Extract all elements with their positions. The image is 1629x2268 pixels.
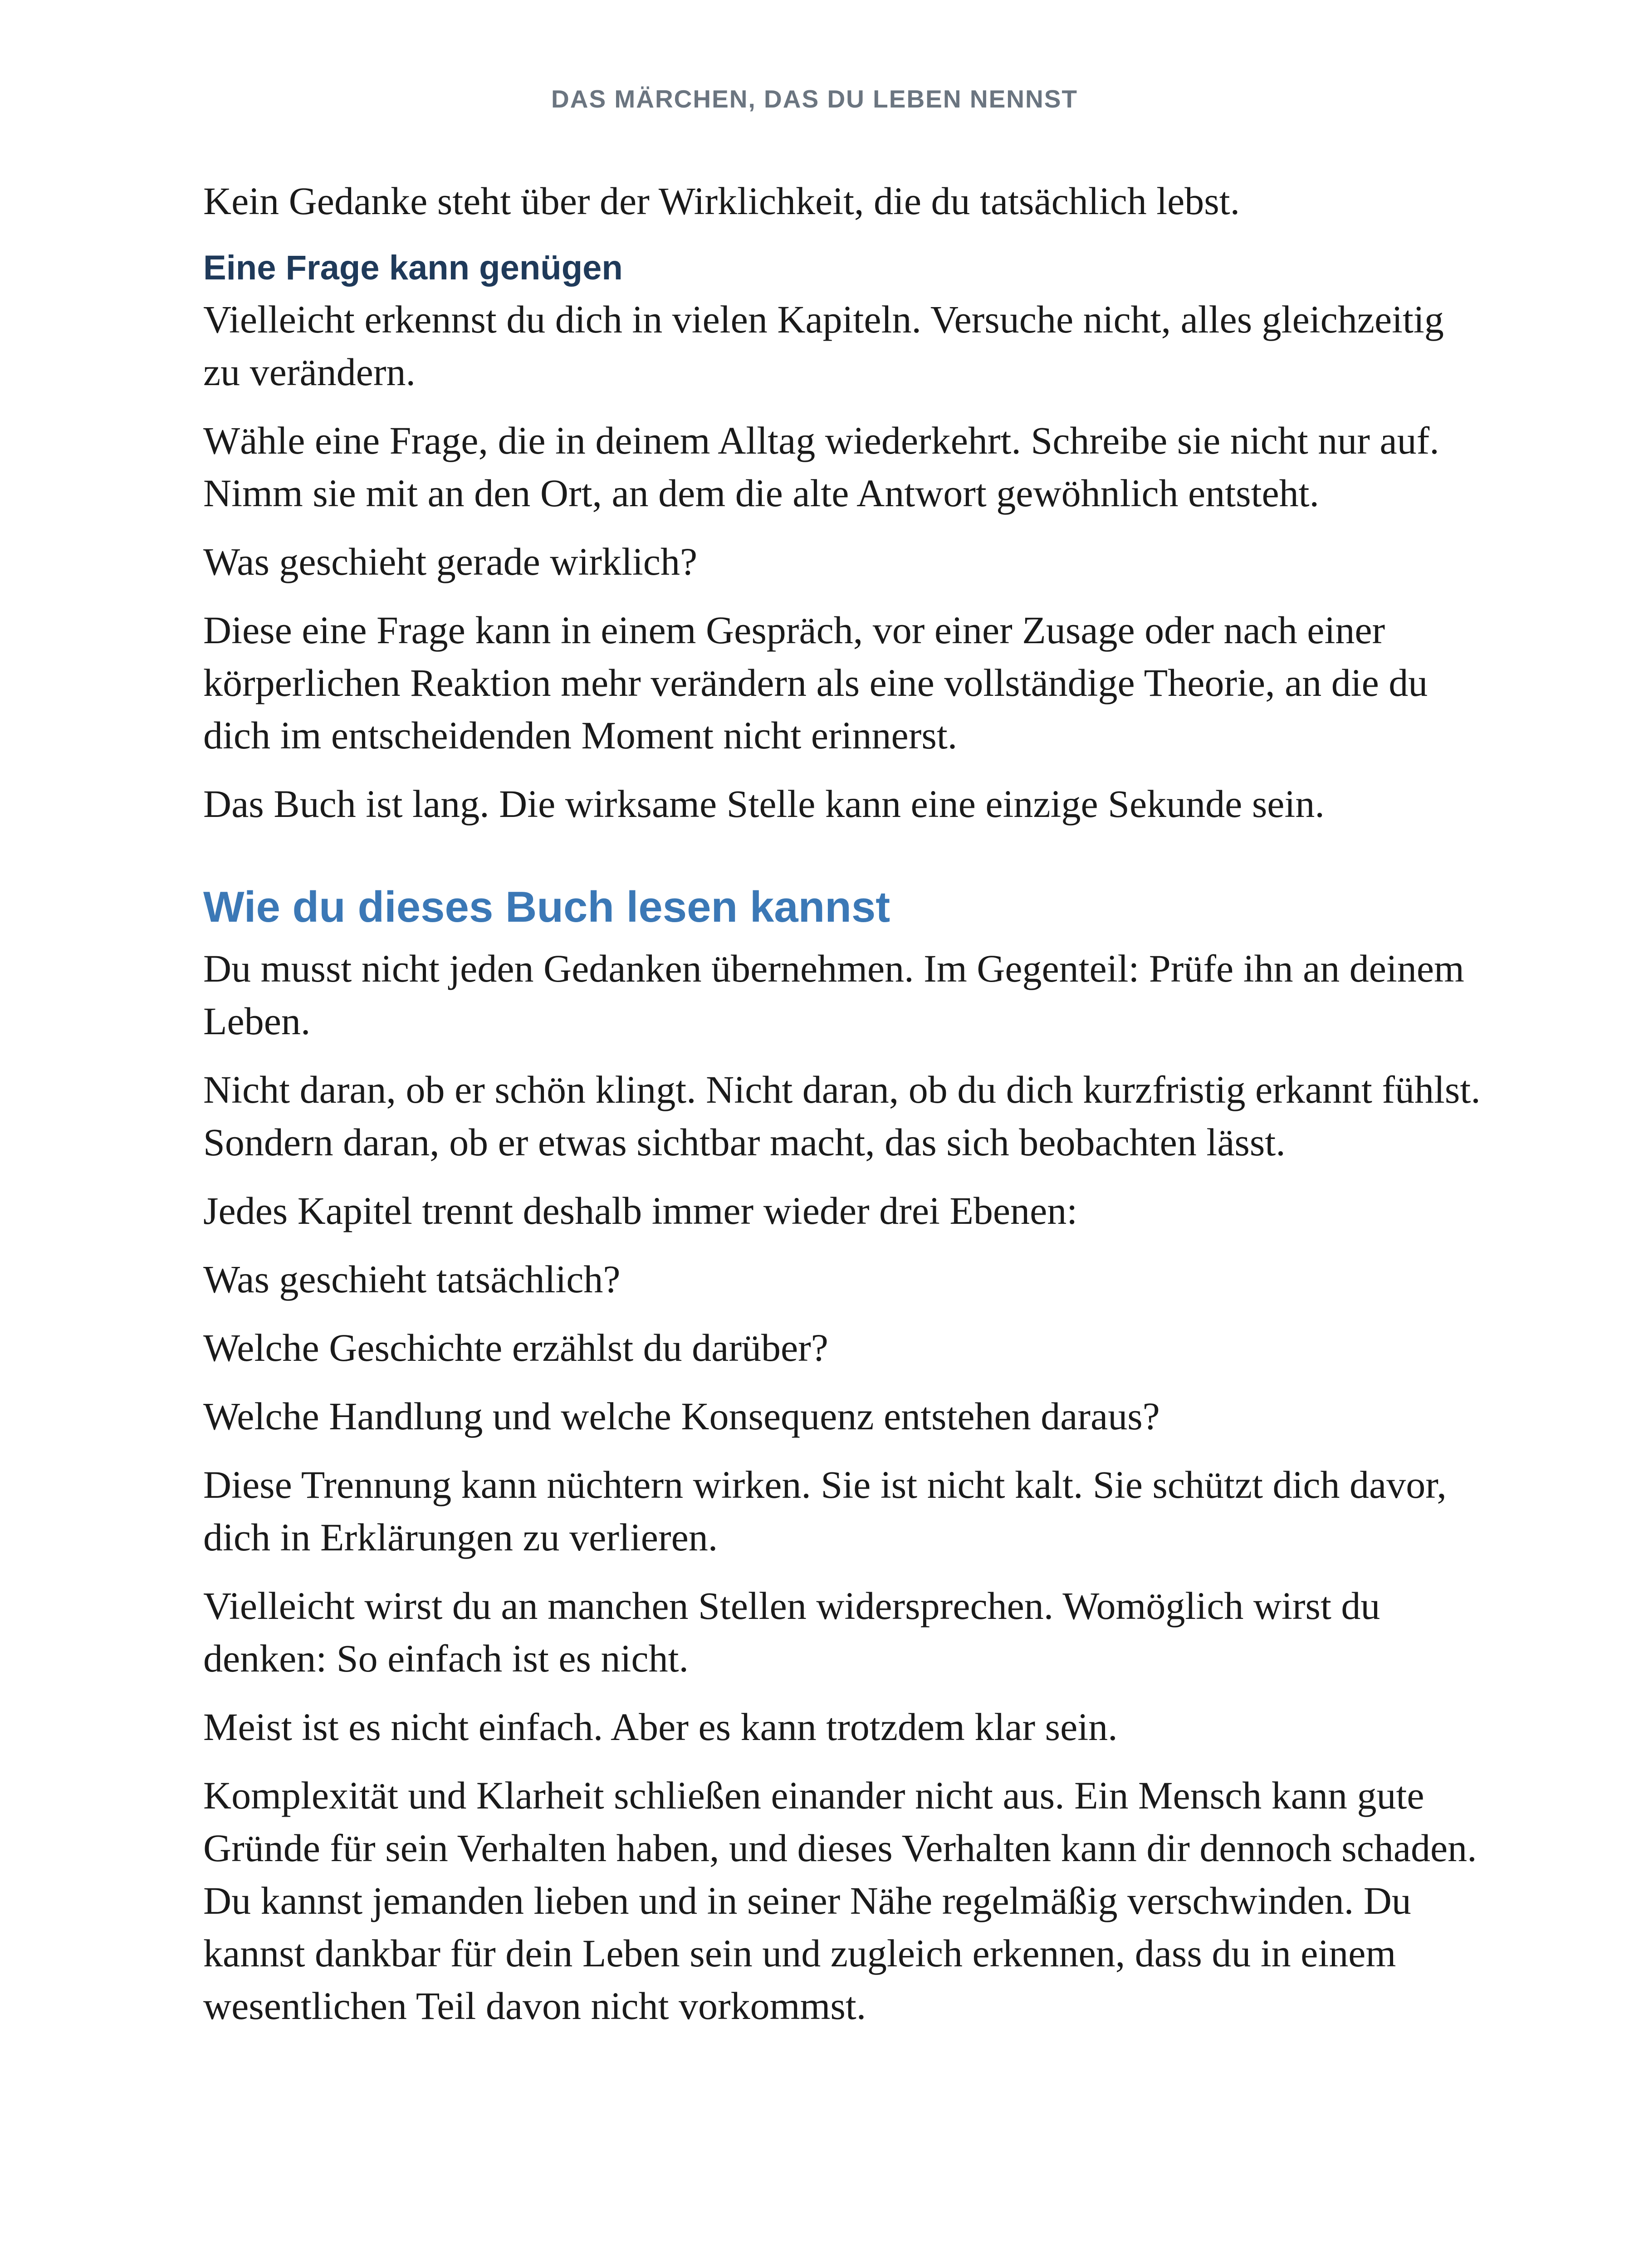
paragraph: Welche Handlung und welche Konsequenz entstehen daraus?	[203, 1394, 1160, 1438]
paragraph: Meist ist es nicht einfach. Aber es kann trotzdem klar sein.	[203, 1705, 1118, 1749]
paragraph: Welche Geschichte erzählst du darüber?	[203, 1326, 828, 1369]
paragraph: Du musst nicht jeden Gedanken übernehmen. Im Gegenteil: Prüfe ihn an deinem Leben.	[203, 947, 1464, 1043]
paragraph: Jedes Kapitel trennt deshalb immer wieder drei Ebenen:	[203, 1189, 1078, 1232]
paragraph: Was geschieht gerade wirklich?	[203, 540, 698, 583]
paragraph: Diese Trennung kann nüchtern wirken. Sie ist nicht kalt. Sie schützt dich davor, dich in Erklärungen zu verlieren.	[203, 1463, 1447, 1559]
paragraph: Nicht daran, ob er schön klingt. Nicht daran, ob du dich kurzfristig erkannt fühlst. Sondern daran, ob er etwas sichtbar macht, das sich beobachten lässt.	[203, 1068, 1481, 1164]
running-header: DAS MÄRCHEN, DAS DU LEBEN NENNST	[551, 85, 1078, 113]
page-body	[203, 175, 1487, 2048]
paragraph: Vielleicht wirst du an manchen Stellen widersprechen. Womöglich wirst du denken: So einfach ist es nicht.	[203, 1584, 1380, 1680]
section-heading-question: Eine Frage kann genügen	[203, 249, 623, 287]
intro-paragraph: Kein Gedanke steht über der Wirklichkeit, die du tatsächlich lebst.	[203, 179, 1240, 223]
paragraph: Komplexität und Klarheit schließen einander nicht aus. Ein Mensch kann gute Gründe für sein Verhalten haben, und dieses Verhalten kann dir dennoch schaden. Du kannst jemanden lieben und in seiner Nähe regelmäßig verschwinden. Du kannst dankbar für dein Leben sein und zugleich erkennen, dass du in einem wesentlichen Teil davon nicht vorkommst.	[203, 1774, 1477, 2028]
paragraph: Vielleicht erkennst du dich in vielen Kapiteln. Versuche nicht, alles gleichzeitig zu verändern.	[203, 298, 1444, 394]
paragraph: Wähle eine Frage, die in deinem Alltag wiederkehrt. Schreibe sie nicht nur auf. Nimm sie mit an den Ort, an dem die alte Antwort gewöhnlich entsteht.	[203, 419, 1439, 515]
paragraph: Was geschieht tatsächlich?	[203, 1257, 621, 1301]
paragraph: Das Buch ist lang. Die wirksame Stelle kann eine einzige Sekunde sein.	[203, 782, 1325, 826]
paragraph: Diese eine Frage kann in einem Gespräch, vor einer Zusage oder nach einer körperlichen Reaktion mehr verändern als eine vollständige Theorie, an die du dich im entscheidenden Moment nicht erinnerst.	[203, 608, 1428, 757]
section-heading-how-to-read: Wie du dieses Buch lesen kannst	[203, 883, 890, 931]
